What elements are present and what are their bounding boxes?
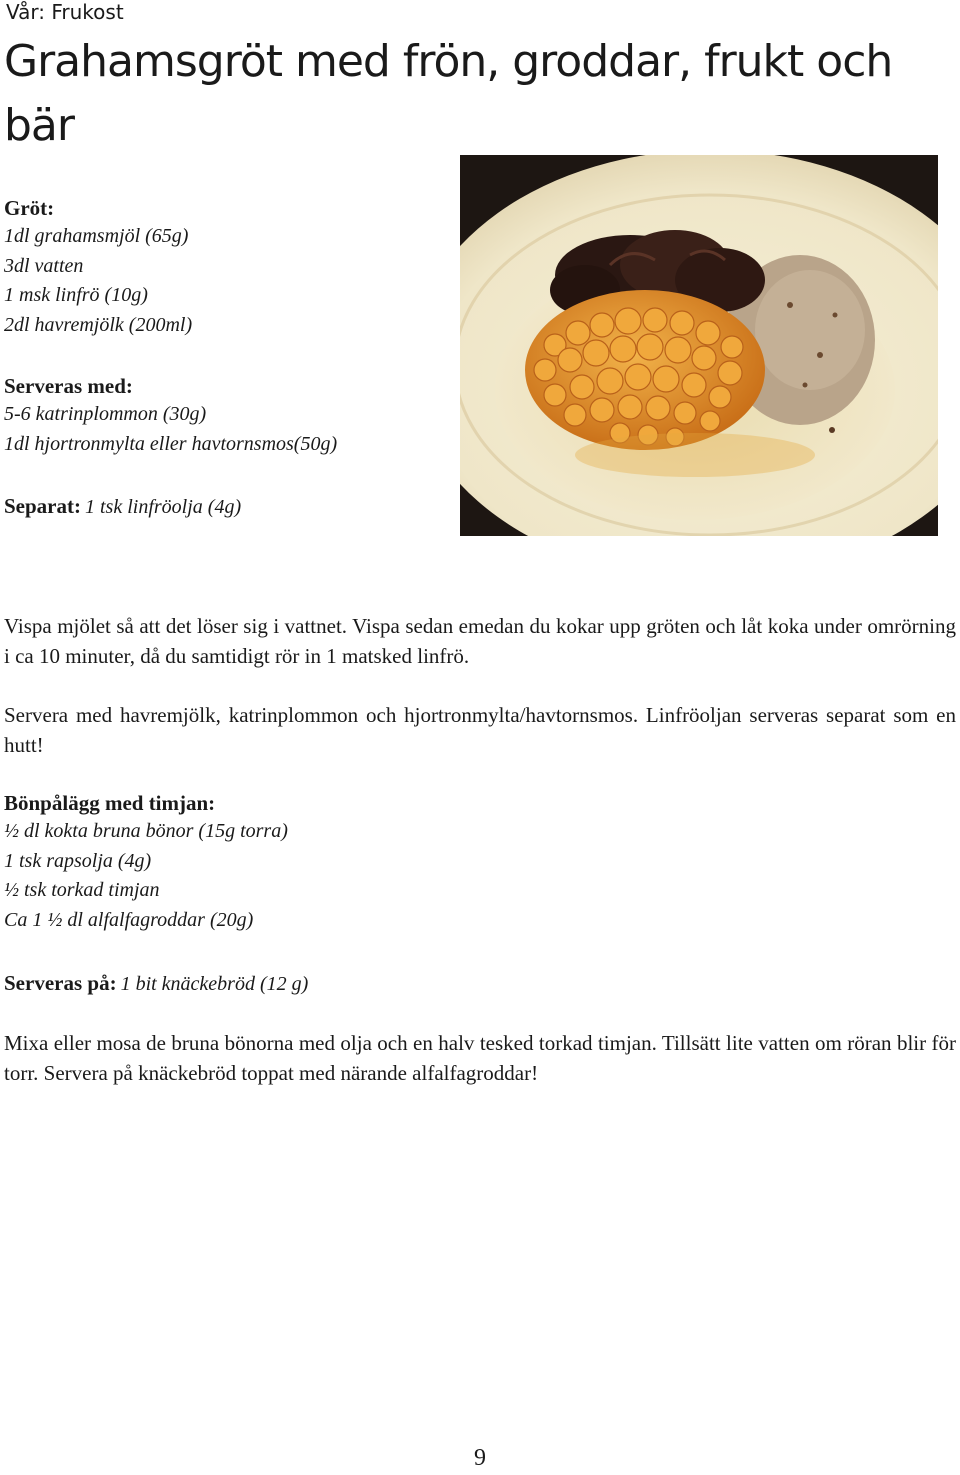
separat-heading: Separat: [4,494,81,518]
bonpalagg-section [4,789,288,935]
serveras-pa-heading: Serveras på: [4,971,117,995]
page-title: Grahamsgröt med frön, groddar, frukt och bär [4,36,893,151]
section-label: Vår: Frukost [6,0,124,24]
ingredient-item: Ca 1 ½ dl alfalfagroddar (20g) [4,908,254,931]
ingredient-item: 2dl havremjölk (200ml) [4,313,193,336]
grot-section [4,194,192,340]
serveras-section [4,372,337,459]
instructions-paragraph: Servera med havremjölk, katrinplommon och hjortronmylta/havtornsmos. Linfröoljan serveras separat som en hutt! [4,703,956,757]
grot-heading: Gröt: [4,196,55,220]
food-photo [460,155,938,536]
serveras-heading: Serveras med: [4,374,133,398]
separat-text: 1 tsk linfröolja (4g) [85,496,242,518]
ingredient-item: 1dl hjortronmylta eller havtornsmos(50g) [4,432,338,455]
ingredient-item: 1 msk linfrö (10g) [4,284,148,306]
bonpalagg-heading: Bönpålägg med timjan: [4,791,216,815]
ingredient-item: 1 tsk rapsolja (4g) [4,849,152,872]
serveras-pa-section [4,969,308,997]
ingredient-item: 1dl grahamsmjöl (65g) [4,225,189,247]
ingredient-item: ½ dl kokta bruna bönor (15g torra) [4,820,288,842]
page-number: 9 [474,1445,486,1471]
instructions-paragraph: Mixa eller mosa de bruna bönorna med olja och en halv tesked torkad timjan. Tillsätt lite vatten om röran blir för torr. Servera på knäckebröd toppat med närande alfalfagroddar! [4,1031,956,1085]
ingredient-item: 5-6 katrinplommon (30g) [4,403,207,425]
food-photo-icon [460,155,938,536]
separat-section [4,492,241,520]
ingredient-item: ½ tsk torkad timjan [4,879,160,901]
serveras-pa-text: 1 bit knäckebröd (12 g) [120,973,309,995]
instructions-paragraph: Vispa mjölet så att det löser sig i vattnet. Vispa sedan emedan du kokar upp gröten och låt koka under omrörning i ca 10 minuter, då du samtidigt rör in 1 matsked linfrö. [4,614,956,668]
ingredient-item: 3dl vatten [4,254,84,277]
